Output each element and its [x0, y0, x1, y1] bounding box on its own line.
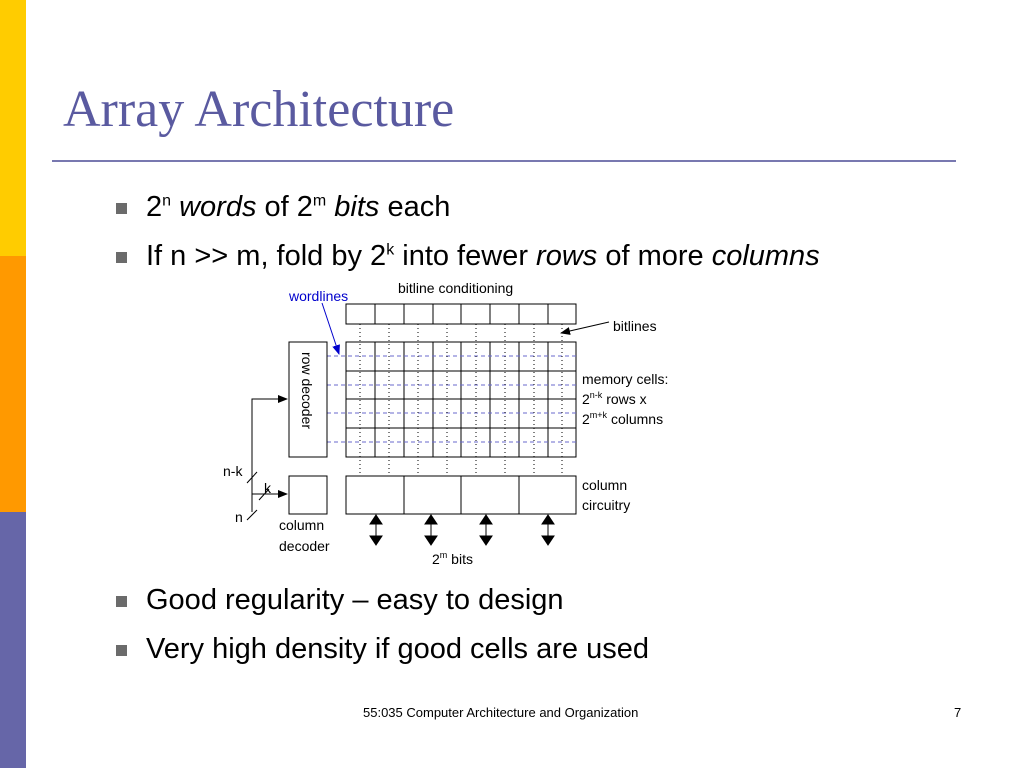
italic-text: bits	[334, 191, 380, 223]
bitlines-label: bitlines	[613, 318, 657, 334]
memory-cells-columns: $2^{m+k}$ columns	[582, 410, 664, 427]
italic-text: words	[179, 191, 257, 223]
double-arrow-icon	[542, 515, 554, 545]
text: into fewer	[394, 240, 537, 272]
wordlines-pointer-arrow	[322, 303, 339, 354]
bitline-conditioning-label: bitline conditioning	[398, 280, 514, 296]
wordlines-label: wordlines	[289, 288, 349, 304]
double-arrow-icon	[425, 515, 437, 545]
footer-course: 55:035 Computer Architecture and Organization	[363, 705, 639, 720]
memory-cell-array	[346, 342, 576, 457]
superscript: m	[312, 192, 327, 210]
memory-cells-rows: 2$^{n-k}$ rows x	[582, 390, 647, 407]
column-circuitry-label-line2: circuitry	[582, 497, 631, 513]
bits-label: 2$^m$ bits	[432, 550, 473, 567]
n-label: n	[235, 509, 243, 525]
bitline-conditioning-block	[346, 304, 576, 324]
column-decoder-block	[289, 476, 327, 514]
double-arrow-icon	[370, 515, 382, 545]
italic-text: rows	[536, 240, 598, 272]
bullet-text: Good regularity – easy to design	[146, 584, 564, 616]
nk-label: n-k	[223, 463, 243, 479]
text: each	[379, 191, 451, 223]
text: 2	[146, 191, 163, 223]
double-arrow-icon	[480, 515, 492, 545]
text: of 2	[256, 191, 313, 223]
slide-title: Array Architecture	[63, 81, 455, 138]
column-circuitry-label-line1: column	[582, 477, 628, 493]
bullet-square-icon	[116, 596, 127, 607]
text: of more	[597, 240, 712, 272]
text: If n >> m, fold by 2	[146, 240, 387, 272]
memory-cells-label: memory cells:	[582, 371, 669, 387]
bullet-square-icon	[116, 645, 127, 656]
address-lines	[247, 399, 287, 520]
k-label: k	[264, 480, 271, 496]
column-circuitry-block	[346, 476, 576, 514]
column-decoder-label-line2: decoder	[279, 538, 330, 554]
superscript: k	[386, 241, 395, 259]
footer-page-number: 7	[954, 705, 962, 720]
bullet-text: Very high density if good cells are used	[146, 633, 649, 665]
io-arrows	[370, 515, 554, 545]
column-decoder-label-line1: column	[279, 517, 325, 533]
italic-text: columns	[711, 240, 820, 272]
row-decoder-label: row decoder	[299, 352, 315, 430]
superscript: n	[162, 192, 172, 210]
